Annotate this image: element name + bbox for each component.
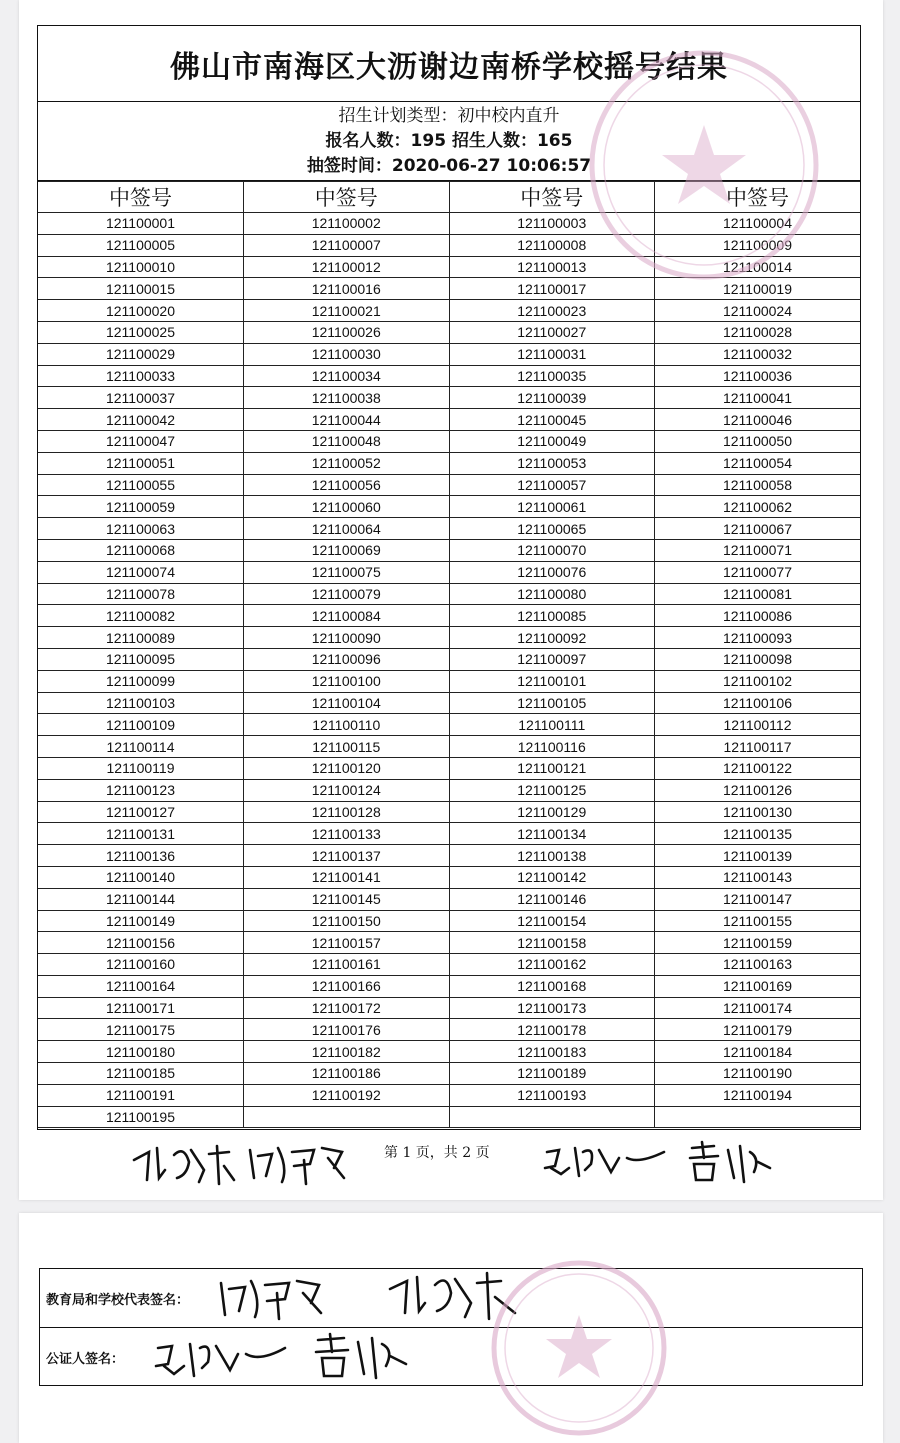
winning-number-cell: 121100195: [38, 1106, 244, 1128]
winning-number-cell: 121100038: [244, 387, 450, 409]
winning-number-cell: 121100001: [38, 213, 244, 235]
winning-number-cell: 121100105: [449, 692, 655, 714]
winning-number-cell: 121100117: [655, 736, 861, 758]
winning-number-cell: 121100069: [244, 539, 450, 561]
table-row: [38, 997, 860, 1019]
winning-number-cell: 121100182: [244, 1041, 450, 1063]
winning-number-cell: 121100079: [244, 583, 450, 605]
table-row: [38, 583, 860, 605]
winning-number-cell: 121100012: [244, 256, 450, 278]
winning-number-cell: 121100047: [38, 430, 244, 452]
winning-number-cell: 121100019: [655, 278, 861, 300]
winning-number-cell: 121100122: [655, 757, 861, 779]
winning-number-cell: 121100123: [38, 779, 244, 801]
table-row: [38, 452, 860, 474]
table-row: [38, 321, 860, 343]
table-row: [38, 714, 860, 736]
table-body: [38, 213, 860, 1128]
winning-number-cell: 121100046: [655, 409, 861, 431]
winning-number-cell: 121100192: [244, 1084, 450, 1106]
document-page-1: [19, 0, 883, 1200]
winning-number-cell: 121100160: [38, 954, 244, 976]
winning-number-cell: 121100002: [244, 213, 450, 235]
winning-number-cell: 121100090: [244, 627, 450, 649]
school-representative-row: [40, 1269, 862, 1327]
winning-number-cell: 121100029: [38, 343, 244, 365]
winning-number-cell: 121100033: [38, 365, 244, 387]
winning-number-cell: 121100157: [244, 932, 450, 954]
table-row: [38, 975, 860, 997]
winning-number-cell: 121100135: [655, 823, 861, 845]
winning-number-cell: 121100111: [449, 714, 655, 736]
winning-number-cell: 121100067: [655, 518, 861, 540]
winning-number-cell: 121100116: [449, 736, 655, 758]
winning-number-cell: 121100169: [655, 975, 861, 997]
enrollment-counts: 报名人数：195 招生人数：165: [325, 130, 573, 151]
table-row: [38, 932, 860, 954]
winning-number-cell: 121100030: [244, 343, 450, 365]
winning-number-cell: 121100078: [38, 583, 244, 605]
winning-number-cell: 121100191: [38, 1084, 244, 1106]
winning-number-cell: 121100064: [244, 518, 450, 540]
winning-number-cell: 121100075: [244, 561, 450, 583]
winning-number-cell: 121100146: [449, 888, 655, 910]
table-row: [38, 300, 860, 322]
winning-number-cell: 121100026: [244, 321, 450, 343]
winning-number-cell: 121100155: [655, 910, 861, 932]
winning-number-cell: 121100186: [244, 1063, 450, 1085]
winning-number-cell: 121100098: [655, 648, 861, 670]
winning-number-cell: 121100004: [655, 213, 861, 235]
winning-number-cell: 121100166: [244, 975, 450, 997]
winning-number-cell: 121100128: [244, 801, 450, 823]
document-page-2: [19, 1213, 883, 1443]
winning-number-cell: [244, 1106, 450, 1128]
table-row: [38, 823, 860, 845]
winning-number-cell: 121100119: [38, 757, 244, 779]
winning-number-cell: 121100049: [449, 430, 655, 452]
winning-number-cell: 121100173: [449, 997, 655, 1019]
winning-number-cell: 121100062: [655, 496, 861, 518]
draw-time: 抽签时间：2020-06-27 10:06:57: [306, 155, 592, 176]
winning-number-cell: 121100131: [38, 823, 244, 845]
winning-number-cell: 121100147: [655, 888, 861, 910]
winning-number-cell: 121100031: [449, 343, 655, 365]
winning-number-cell: 121100074: [38, 561, 244, 583]
winning-number-cell: 121100056: [244, 474, 450, 496]
winning-number-cell: 121100041: [655, 387, 861, 409]
winning-number-cell: 121100127: [38, 801, 244, 823]
table-row: [38, 954, 860, 976]
winning-number-cell: 121100179: [655, 1019, 861, 1041]
table-row: [38, 1084, 860, 1106]
table-row: [38, 1019, 860, 1041]
winning-number-cell: 121100065: [449, 518, 655, 540]
table-row: [38, 866, 860, 888]
winning-number-cell: 121100015: [38, 278, 244, 300]
winning-number-cell: 121100048: [244, 430, 450, 452]
winning-number-cell: 121100086: [655, 605, 861, 627]
winning-number-cell: 121100063: [38, 518, 244, 540]
winning-number-cell: 121100052: [244, 452, 450, 474]
winning-number-cell: 121100136: [38, 845, 244, 867]
winning-number-cell: 121100112: [655, 714, 861, 736]
winning-number-cell: 121100054: [655, 452, 861, 474]
table-row: [38, 343, 860, 365]
signature-table: [39, 1268, 863, 1386]
winning-number-cell: 121100042: [38, 409, 244, 431]
winning-number-cell: 121100092: [449, 627, 655, 649]
winning-number-cell: 121100175: [38, 1019, 244, 1041]
winning-number-cell: 121100095: [38, 648, 244, 670]
signature-school-rep-2: [385, 1269, 525, 1323]
column-header: 中签号: [244, 182, 450, 213]
winning-number-cell: 121100137: [244, 845, 450, 867]
winning-number-cell: 121100060: [244, 496, 450, 518]
winning-number-cell: 121100164: [38, 975, 244, 997]
table-row: [38, 801, 860, 823]
table-row: [38, 365, 860, 387]
table-row: [38, 234, 860, 256]
winning-number-cell: 121100129: [449, 801, 655, 823]
table-row: [38, 779, 860, 801]
plan-type: 招生计划类型：初中校内直升: [338, 105, 560, 126]
winning-number-cell: 121100158: [449, 932, 655, 954]
winning-number-cell: 121100081: [655, 583, 861, 605]
table-row: [38, 474, 860, 496]
page-indicator: 第 1 页，共 2 页: [384, 1145, 490, 1161]
winning-number-cell: 121100154: [449, 910, 655, 932]
winning-number-cell: 121100130: [655, 801, 861, 823]
winning-number-cell: 121100039: [449, 387, 655, 409]
table-row: [38, 539, 860, 561]
signature-school-rep-1: [215, 1271, 335, 1323]
winning-number-cell: 121100121: [449, 757, 655, 779]
winning-number-cell: 121100139: [655, 845, 861, 867]
winning-number-cell: 121100134: [449, 823, 655, 845]
document-info: [38, 102, 860, 181]
table-row: [38, 910, 860, 932]
table-header-row: [38, 182, 860, 213]
winning-number-cell: 121100145: [244, 888, 450, 910]
column-header: 中签号: [449, 182, 655, 213]
winning-number-cell: 121100115: [244, 736, 450, 758]
table-row: [38, 845, 860, 867]
winning-number-cell: 121100070: [449, 539, 655, 561]
winning-number-cell: 121100093: [655, 627, 861, 649]
winning-number-cell: 121100050: [655, 430, 861, 452]
notary-row: [40, 1327, 862, 1386]
winning-number-cell: [449, 1106, 655, 1128]
table-row: [38, 670, 860, 692]
page-footer: [109, 1132, 809, 1192]
winning-number-cell: 121100036: [655, 365, 861, 387]
winning-number-cell: 121100184: [655, 1041, 861, 1063]
table-row: [38, 736, 860, 758]
winning-number-cell: 121100013: [449, 256, 655, 278]
winning-numbers-table: [38, 181, 860, 1128]
winning-number-cell: 121100138: [449, 845, 655, 867]
column-header: 中签号: [655, 182, 861, 213]
winning-number-cell: 121100024: [655, 300, 861, 322]
school-rep-label: 教育局和学校代表签名：: [46, 1292, 190, 1308]
notary-label: 公证人签名：: [46, 1351, 125, 1367]
winning-number-cell: 121100178: [449, 1019, 655, 1041]
winning-number-cell: 121100009: [655, 234, 861, 256]
winning-number-cell: 121100035: [449, 365, 655, 387]
winning-number-cell: 121100008: [449, 234, 655, 256]
winning-number-cell: 121100174: [655, 997, 861, 1019]
winning-number-cell: 121100141: [244, 866, 450, 888]
winning-number-cell: 121100142: [449, 866, 655, 888]
winning-number-cell: 121100194: [655, 1084, 861, 1106]
document-title: 佛山市南海区大沥谢边南桥学校摇号结果: [38, 26, 860, 102]
signature-4: [684, 1138, 774, 1188]
winning-number-cell: 121100120: [244, 757, 450, 779]
winning-number-cell: 121100149: [38, 910, 244, 932]
winning-number-cell: 121100082: [38, 605, 244, 627]
winning-number-cell: 121100080: [449, 583, 655, 605]
winning-number-cell: 121100143: [655, 866, 861, 888]
winning-number-cell: 121100171: [38, 997, 244, 1019]
winning-number-cell: 121100020: [38, 300, 244, 322]
winning-number-cell: 121100110: [244, 714, 450, 736]
winning-number-cell: 121100007: [244, 234, 450, 256]
table-row: [38, 605, 860, 627]
winning-number-cell: 121100124: [244, 779, 450, 801]
table-row: [38, 648, 860, 670]
winning-number-cell: 121100159: [655, 932, 861, 954]
winning-number-cell: 121100109: [38, 714, 244, 736]
signature-1: [129, 1140, 239, 1188]
winning-number-cell: 121100180: [38, 1041, 244, 1063]
winning-number-cell: 121100104: [244, 692, 450, 714]
table-row: [38, 409, 860, 431]
winning-number-cell: 121100162: [449, 954, 655, 976]
table-row: [38, 496, 860, 518]
winning-number-cell: 121100103: [38, 692, 244, 714]
signature-notary-1: [150, 1332, 290, 1384]
column-header: 中签号: [38, 182, 244, 213]
winning-number-cell: 121100168: [449, 975, 655, 997]
table-row: [38, 692, 860, 714]
winning-number-cell: 121100176: [244, 1019, 450, 1041]
table-row: [38, 256, 860, 278]
winning-number-cell: 121100057: [449, 474, 655, 496]
winning-number-cell: 121100025: [38, 321, 244, 343]
table-row: [38, 627, 860, 649]
winning-number-cell: 121100096: [244, 648, 450, 670]
table-row: [38, 213, 860, 235]
table-row: [38, 1106, 860, 1128]
signature-2: [244, 1138, 354, 1188]
winning-number-cell: 121100032: [655, 343, 861, 365]
winning-number-cell: 121100071: [655, 539, 861, 561]
winning-number-cell: 121100106: [655, 692, 861, 714]
winning-number-cell: 121100021: [244, 300, 450, 322]
table-row: [38, 1063, 860, 1085]
winning-number-cell: 121100089: [38, 627, 244, 649]
winning-number-cell: 121100068: [38, 539, 244, 561]
signature-3: [539, 1138, 669, 1184]
winning-number-cell: 121100163: [655, 954, 861, 976]
winning-number-cell: 121100028: [655, 321, 861, 343]
winning-number-cell: 121100099: [38, 670, 244, 692]
winning-number-cell: 121100061: [449, 496, 655, 518]
winning-number-cell: 121100101: [449, 670, 655, 692]
signature-notary-2: [310, 1330, 420, 1384]
winning-number-cell: 121100037: [38, 387, 244, 409]
winning-number-cell: 121100097: [449, 648, 655, 670]
table-row: [38, 757, 860, 779]
winning-number-cell: 121100023: [449, 300, 655, 322]
winning-number-cell: 121100053: [449, 452, 655, 474]
winning-number-cell: 121100085: [449, 605, 655, 627]
winning-number-cell: 121100044: [244, 409, 450, 431]
winning-number-cell: 121100172: [244, 997, 450, 1019]
winning-number-cell: 121100140: [38, 866, 244, 888]
winning-number-cell: 121100102: [655, 670, 861, 692]
winning-number-cell: 121100133: [244, 823, 450, 845]
winning-number-cell: 121100189: [449, 1063, 655, 1085]
winning-number-cell: 121100144: [38, 888, 244, 910]
winning-number-cell: 121100150: [244, 910, 450, 932]
winning-number-cell: 121100126: [655, 779, 861, 801]
winning-number-cell: 121100005: [38, 234, 244, 256]
winning-number-cell: 121100125: [449, 779, 655, 801]
winning-number-cell: 121100190: [655, 1063, 861, 1085]
results-document: [37, 25, 861, 1130]
table-row: [38, 888, 860, 910]
table-row: [38, 518, 860, 540]
winning-number-cell: 121100161: [244, 954, 450, 976]
winning-number-cell: 121100058: [655, 474, 861, 496]
winning-number-cell: 121100045: [449, 409, 655, 431]
table-row: [38, 561, 860, 583]
winning-number-cell: 121100055: [38, 474, 244, 496]
winning-number-cell: 121100014: [655, 256, 861, 278]
table-row: [38, 1041, 860, 1063]
table-row: [38, 278, 860, 300]
winning-number-cell: 121100084: [244, 605, 450, 627]
table-row: [38, 387, 860, 409]
winning-number-cell: 121100076: [449, 561, 655, 583]
table-row: [38, 430, 860, 452]
winning-number-cell: 121100114: [38, 736, 244, 758]
winning-number-cell: 121100010: [38, 256, 244, 278]
winning-number-cell: 121100017: [449, 278, 655, 300]
winning-number-cell: 121100059: [38, 496, 244, 518]
winning-number-cell: 121100051: [38, 452, 244, 474]
winning-number-cell: 121100077: [655, 561, 861, 583]
winning-number-cell: 121100034: [244, 365, 450, 387]
winning-number-cell: 121100003: [449, 213, 655, 235]
winning-number-cell: 121100027: [449, 321, 655, 343]
winning-number-cell: 121100100: [244, 670, 450, 692]
winning-number-cell: [655, 1106, 861, 1128]
winning-number-cell: 121100185: [38, 1063, 244, 1085]
winning-number-cell: 121100156: [38, 932, 244, 954]
winning-number-cell: 121100193: [449, 1084, 655, 1106]
winning-number-cell: 121100016: [244, 278, 450, 300]
winning-number-cell: 121100183: [449, 1041, 655, 1063]
